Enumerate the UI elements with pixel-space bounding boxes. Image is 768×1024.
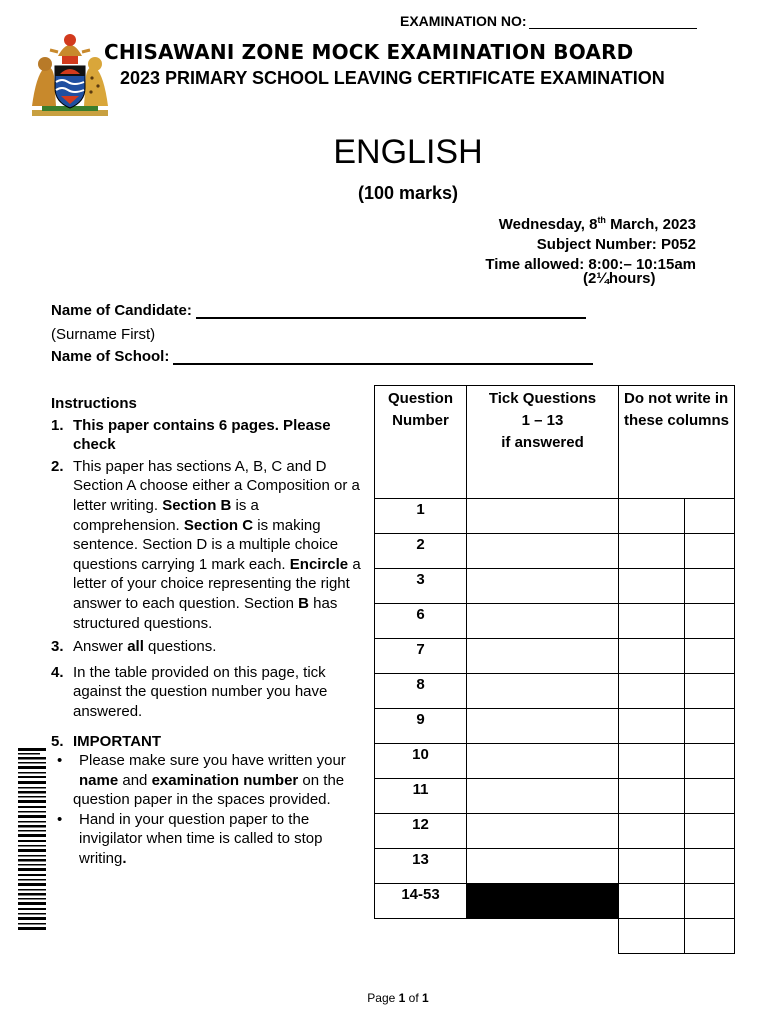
examiner-cell bbox=[684, 569, 734, 604]
question-number-cell: 6 bbox=[375, 604, 467, 639]
exam-details bbox=[485, 210, 696, 275]
question-number-cell: 10 bbox=[375, 744, 467, 779]
examination-board-name: CHISAWANI ZONE MOCK EXAMINATION BOARD bbox=[104, 40, 634, 64]
tick-cell bbox=[467, 919, 619, 954]
time-allowed: Time allowed: 8:00:– 10:15am bbox=[485, 256, 696, 273]
tick-cell[interactable] bbox=[467, 814, 619, 849]
examination-title: 2023 PRIMARY SCHOOL LEAVING CERTIFICATE EXAMINATION bbox=[120, 68, 665, 88]
examiner-cell bbox=[619, 534, 685, 569]
question-number-cell: 7 bbox=[375, 639, 467, 674]
candidate-name-field bbox=[51, 302, 586, 319]
examiner-cell bbox=[619, 639, 685, 674]
examiner-cell bbox=[619, 884, 685, 919]
examiner-cell bbox=[684, 814, 734, 849]
table-row bbox=[375, 919, 735, 954]
table-row bbox=[375, 814, 735, 849]
table-row bbox=[375, 639, 735, 674]
examiner-cell bbox=[684, 674, 734, 709]
school-name-field bbox=[51, 348, 593, 365]
examiner-cell bbox=[684, 499, 734, 534]
table-row bbox=[375, 499, 735, 534]
subject-number: Subject Number: P052 bbox=[536, 236, 696, 253]
coat-of-arms-logo bbox=[28, 30, 112, 118]
tick-cell[interactable] bbox=[467, 569, 619, 604]
examiner-cell bbox=[619, 919, 685, 954]
instruction-item: 3. Answer all questions. bbox=[51, 638, 217, 656]
instruction-item: 5. IMPORTANT • Please make sure you have written your name and examination number on the question paper in the spaces provided. • Hand in your question paper to the invigilator when time is called to stop writing. bbox=[51, 732, 361, 869]
examiner-cell bbox=[619, 499, 685, 534]
tick-cell[interactable] bbox=[467, 499, 619, 534]
page-number: Page 1 of 1 bbox=[367, 991, 429, 1005]
instruction-item: 1. This paper contains 6 pages. Please check bbox=[51, 416, 331, 454]
exam-date: Wednesday, 8th March, 2023 bbox=[498, 215, 696, 233]
table-header-row bbox=[375, 386, 735, 499]
examiner-cell bbox=[684, 639, 734, 674]
examination-number-field bbox=[400, 13, 697, 29]
examiner-cell bbox=[684, 744, 734, 779]
instruction-bullet: • Please make sure you have written your name and examination number on the question paper in the spaces provided. bbox=[57, 752, 346, 809]
examiner-cell bbox=[619, 709, 685, 744]
total-marks: (100 marks) bbox=[357, 183, 459, 203]
table-row bbox=[375, 674, 735, 709]
question-number-cell: 2 bbox=[375, 534, 467, 569]
question-number-cell: 8 bbox=[375, 674, 467, 709]
question-number-cell: 9 bbox=[375, 709, 467, 744]
question-tick-table bbox=[374, 385, 735, 954]
tick-cell[interactable] bbox=[467, 674, 619, 709]
table-row bbox=[375, 884, 735, 919]
tick-cell[interactable] bbox=[467, 604, 619, 639]
tick-cell[interactable] bbox=[467, 639, 619, 674]
instruction-item: 2. This paper has sections A, B, C and D Section A choose either a Composition or a letter writing. Section B is a comprehension. Section C is making sentence. Section D is a multiple choice questions carrying 1 mark each. Encircle a letter of your choice representing the right answer to each question. Section B has structured questions. bbox=[51, 457, 361, 632]
examiner-cell bbox=[684, 919, 734, 954]
school-name-line bbox=[173, 349, 593, 365]
examiner-cell bbox=[619, 674, 685, 709]
examiner-cell bbox=[619, 744, 685, 779]
instructions bbox=[51, 394, 361, 869]
question-number-cell: 13 bbox=[375, 849, 467, 884]
tick-cell[interactable] bbox=[467, 849, 619, 884]
exam-duration: (2¼hours) bbox=[583, 270, 656, 287]
school-name-label: Name of School: bbox=[51, 348, 170, 365]
question-number-cell: 1 bbox=[375, 499, 467, 534]
column-header-do-not-write: Do not write in these columns bbox=[619, 386, 735, 499]
table-row bbox=[375, 534, 735, 569]
tick-cell[interactable] bbox=[467, 534, 619, 569]
examiner-cell bbox=[619, 814, 685, 849]
column-header-question-number: Question Number bbox=[375, 386, 467, 499]
examiner-cell bbox=[619, 779, 685, 814]
barcode-image bbox=[18, 748, 46, 930]
table-row bbox=[375, 779, 735, 814]
examiner-cell bbox=[684, 849, 734, 884]
column-header-tick-questions: Tick Questions 1 – 13 if answered bbox=[467, 386, 619, 499]
subject-title: ENGLISH bbox=[333, 133, 483, 171]
examination-number-line bbox=[529, 14, 697, 29]
table-row bbox=[375, 849, 735, 884]
examiner-cell bbox=[684, 779, 734, 814]
candidate-name-label: Name of Candidate: bbox=[51, 302, 192, 319]
instruction-item: 4. In the table provided on this page, tick against the question number you have answered. bbox=[51, 663, 328, 720]
examiner-cell bbox=[619, 569, 685, 604]
examiner-cell bbox=[684, 709, 734, 744]
question-number-cell bbox=[375, 919, 467, 954]
question-number-cell: 11 bbox=[375, 779, 467, 814]
tick-cell[interactable] bbox=[467, 744, 619, 779]
table-row bbox=[375, 604, 735, 639]
question-number-cell: 3 bbox=[375, 569, 467, 604]
examiner-cell bbox=[619, 849, 685, 884]
surname-hint: (Surname First) bbox=[51, 326, 156, 343]
question-number-cell: 14-53 bbox=[375, 884, 467, 919]
examination-number-label: EXAMINATION NO: bbox=[400, 13, 527, 29]
instructions-heading: Instructions bbox=[51, 395, 137, 412]
table-row bbox=[375, 569, 735, 604]
blacked-out-cell bbox=[467, 884, 619, 919]
table-row bbox=[375, 744, 735, 779]
instruction-bullet: • Hand in your question paper to the invigilator when time is called to stop writing. bbox=[57, 810, 323, 868]
tick-cell[interactable] bbox=[467, 779, 619, 814]
tick-cell[interactable] bbox=[467, 709, 619, 744]
examiner-cell bbox=[619, 604, 685, 639]
candidate-name-line bbox=[196, 303, 586, 319]
table-row bbox=[375, 709, 735, 744]
examiner-cell bbox=[684, 884, 734, 919]
examiner-cell bbox=[684, 534, 734, 569]
question-number-cell: 12 bbox=[375, 814, 467, 849]
examiner-cell bbox=[684, 604, 734, 639]
